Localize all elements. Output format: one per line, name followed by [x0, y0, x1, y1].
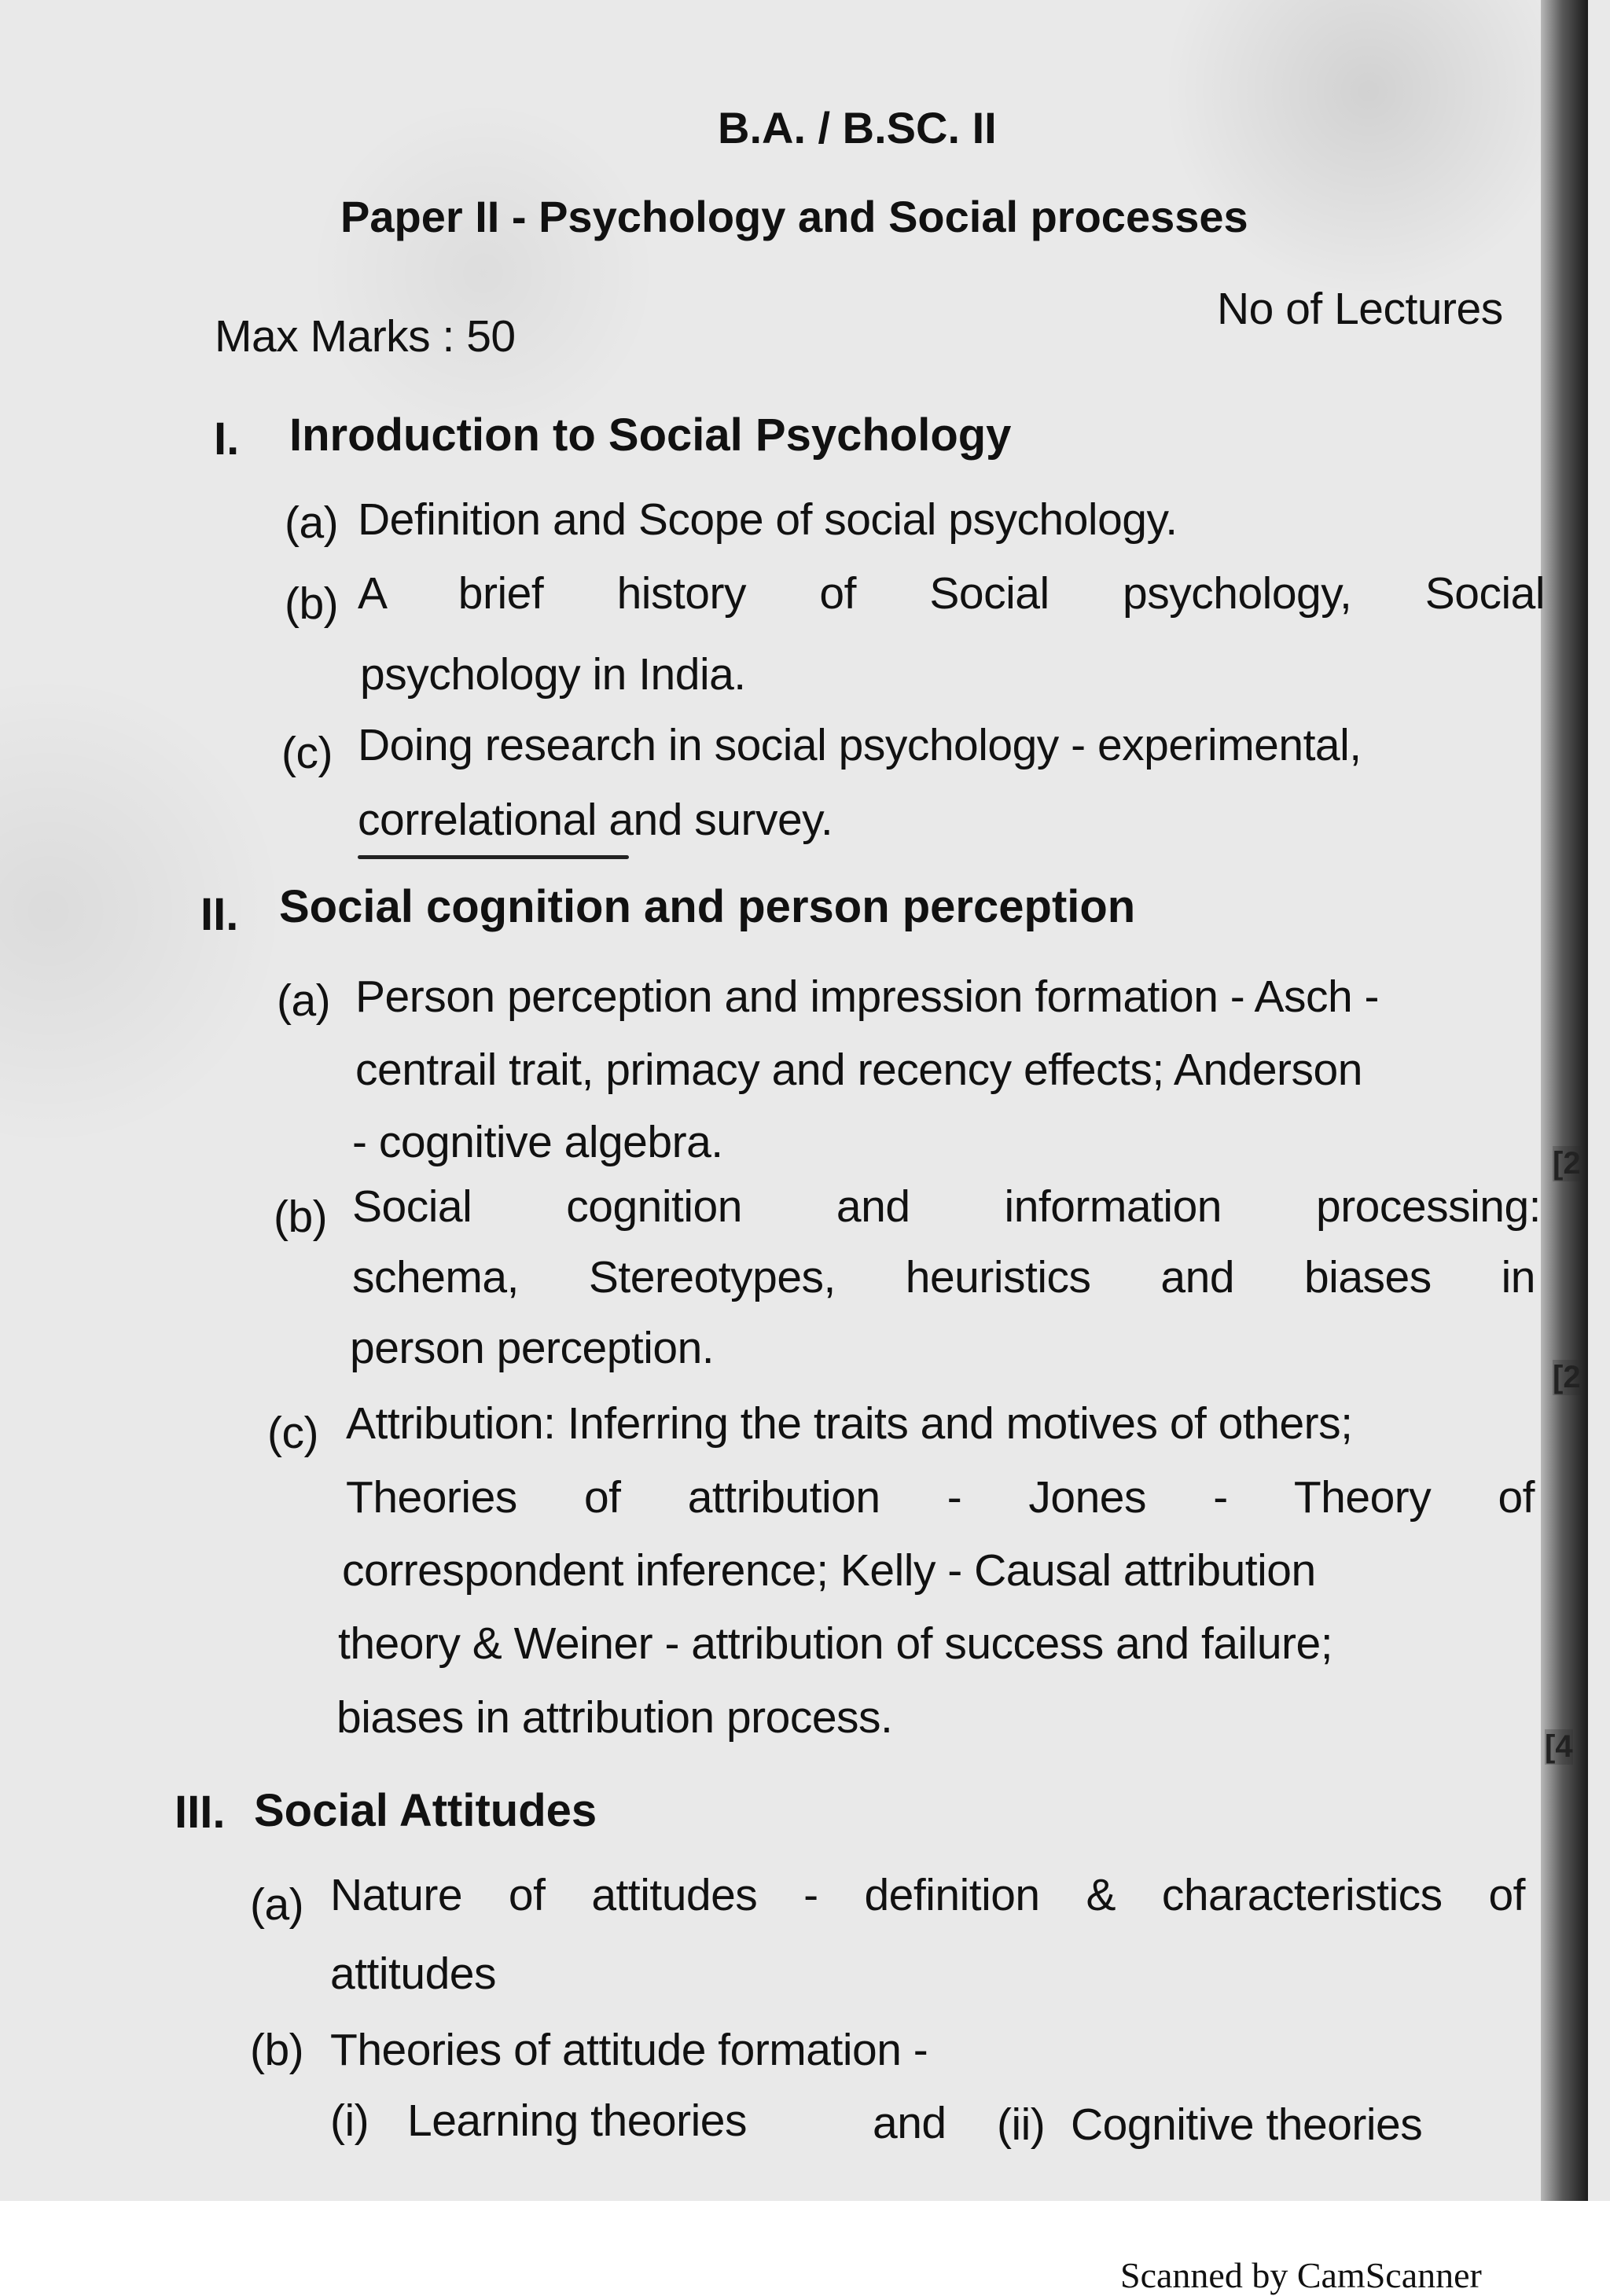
- subitem-ii-text: Cognitive theories: [1071, 2099, 1423, 2150]
- section-1-item-c-line-2: correlational and survey.: [358, 795, 833, 845]
- paper-title: Paper II - Psychology and Social processes: [340, 192, 1248, 241]
- subitem-connector: and: [873, 2098, 947, 2148]
- lecture-marker-3: [4: [1545, 1729, 1573, 1764]
- section-3-item-a-label: (a): [250, 1879, 304, 1930]
- section-1-item-c-label: (c): [281, 728, 333, 778]
- section-2-item-a-label: (a): [277, 975, 331, 1026]
- section-1-number: I.: [214, 413, 240, 465]
- section-1-item-a-label: (a): [285, 498, 339, 548]
- section-2-item-a-line-3: - cognitive algebra.: [352, 1117, 723, 1167]
- section-2-item-b-line-2: schema, Stereotypes, heuristics and biases in: [352, 1252, 1535, 1302]
- section-3-item-a-line-2: attitudes: [330, 1949, 496, 1999]
- section-1-item-b-line-2: psychology in India.: [360, 649, 746, 700]
- section-2-item-c-line-4: theory & Weiner - attribution of success and failure;: [338, 1618, 1333, 1669]
- section-3-item-b-line-1: Theories of attitude formation -: [330, 2025, 928, 2075]
- section-3-number: III.: [175, 1787, 226, 1838]
- page-binding-shadow: [1541, 0, 1588, 2201]
- section-2-item-b-line-1: Social cognition and information processing:: [352, 1181, 1541, 1232]
- lectures-label: No of Lectures: [1217, 284, 1503, 334]
- section-2-title: Social cognition and person perception: [279, 881, 1136, 932]
- subitem-i-text: Learning theories: [407, 2096, 747, 2146]
- section-1-item-b-line-1: A brief history of Social psychology, Social: [358, 568, 1545, 619]
- section-2-item-c-line-5: biases in attribution process.: [336, 1692, 893, 1743]
- section-1-title: Inroduction to Social Psychology: [289, 410, 1012, 461]
- section-2-item-c-line-1: Attribution: Inferring the traits and motives of others;: [346, 1398, 1353, 1449]
- scanner-watermark: Scanned by CamScanner: [1120, 2255, 1482, 2295]
- course-title: B.A. / B.SC. II: [718, 103, 997, 152]
- section-3-title: Social Attitudes: [254, 1785, 597, 1836]
- section-2-item-b-label: (b): [274, 1192, 328, 1242]
- section-1-item-c-line-1: Doing research in social psychology - experimental,: [358, 720, 1362, 770]
- max-marks: Max Marks : 50: [215, 311, 516, 362]
- section-2-number: II.: [200, 889, 239, 940]
- section-2-item-c-label: (c): [267, 1408, 318, 1458]
- section-1-item-a-line-1: Definition and Scope of social psychology.: [358, 494, 1178, 545]
- section-2-item-a-line-1: Person perception and impression formation - Asch -: [355, 972, 1379, 1022]
- section-2-item-c-line-3: correspondent inference; Kelly - Causal attribution: [342, 1545, 1316, 1596]
- section-3-item-a-line-1: Nature of attitudes - definition & characteristics of: [330, 1870, 1525, 1920]
- section-2-item-c-line-2: Theories of attribution - Jones - Theory of: [346, 1472, 1535, 1523]
- lecture-marker-2: [2: [1553, 1360, 1581, 1394]
- lecture-marker-1: [2: [1553, 1146, 1581, 1181]
- section-2-item-a-line-2: centrail trait, primacy and recency effects; Anderson: [355, 1045, 1362, 1095]
- section-2-item-b-line-3: person perception.: [350, 1323, 715, 1373]
- pen-underline: [358, 855, 629, 859]
- section-3-item-b-label: (b): [250, 2025, 304, 2075]
- subitem-i-label: (i): [330, 2096, 369, 2146]
- subitem-ii-label: (ii): [997, 2099, 1046, 2150]
- section-1-item-b-label: (b): [285, 579, 339, 629]
